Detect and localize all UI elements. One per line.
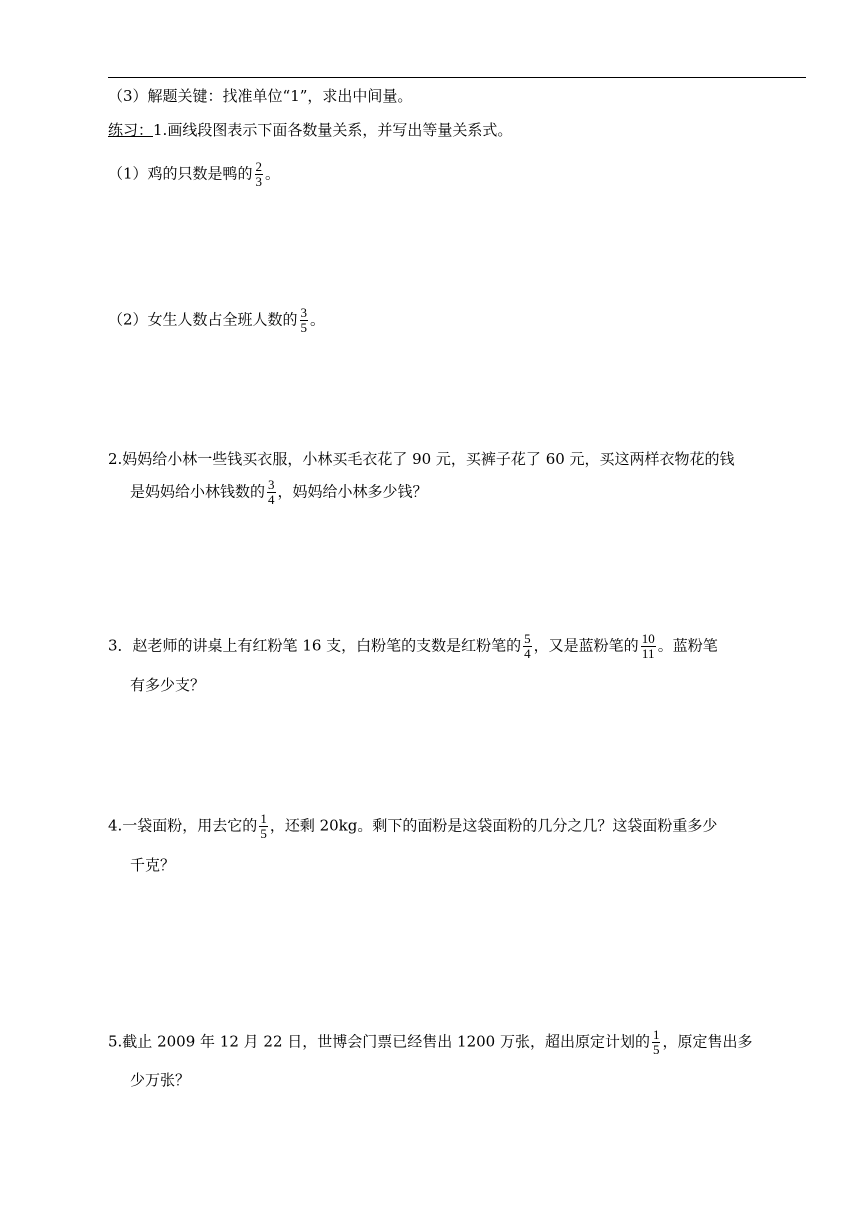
question-2-line-2 bbox=[130, 478, 428, 507]
fraction-numerator: 5 bbox=[524, 631, 531, 646]
q2-text-1: 2.妈妈给小林一些钱买衣服，小林买毛衣花了 90 元，买裤子花了 60 元，买这两样衣物花的钱 bbox=[108, 450, 735, 468]
q3-text-2: 有多少支？ bbox=[130, 676, 206, 694]
sub1-period: 。 bbox=[265, 164, 281, 183]
question-5-line-1 bbox=[108, 1028, 753, 1057]
sub-question-2 bbox=[108, 306, 325, 335]
sub1-text: （1）鸡的只数是鸭的 bbox=[108, 164, 253, 183]
q2-text-2b: ，妈妈给小林多少钱？ bbox=[277, 482, 428, 501]
question-5-line-2 bbox=[130, 1070, 190, 1090]
fraction-2-3 bbox=[255, 160, 264, 189]
question-3-line-2 bbox=[130, 675, 205, 695]
fraction-numerator: 10 bbox=[641, 631, 655, 646]
fraction-denominator: 5 bbox=[652, 1042, 660, 1057]
fraction-5-4 bbox=[523, 632, 532, 661]
fraction-numerator: 3 bbox=[300, 305, 308, 320]
fraction-denominator: 3 bbox=[255, 174, 263, 189]
sub2-period: 。 bbox=[310, 310, 326, 329]
fraction-denominator: 5 bbox=[260, 826, 267, 841]
note-3 bbox=[108, 86, 412, 106]
sub-question-1 bbox=[108, 160, 280, 189]
question-4-line-2 bbox=[130, 855, 175, 875]
note-3-text: （3）解题关键：找准单位“1”，求出中间量。 bbox=[108, 87, 413, 105]
fraction-numerator: 2 bbox=[255, 159, 263, 174]
q3-text-1a: 3．赵老师的讲桌上有红粉笔 16 支，白粉笔的支数是红粉笔的 bbox=[108, 636, 522, 655]
practice-text: 1.画线段图表示下面各数量关系，并写出等量关系式。 bbox=[153, 121, 513, 139]
q4-text-1a: 4.一袋面粉，用去它的 bbox=[108, 816, 258, 835]
practice-label: 练习： bbox=[108, 121, 154, 139]
fraction-numerator: 1 bbox=[260, 811, 267, 826]
fraction-10-11 bbox=[641, 632, 656, 661]
header-rule bbox=[108, 77, 806, 78]
practice-intro bbox=[108, 120, 512, 140]
question-3-line-1 bbox=[108, 632, 718, 661]
fraction-1-5 bbox=[259, 812, 268, 841]
q4-text-2: 千克？ bbox=[130, 856, 176, 874]
q3-text-1c: 。蓝粉笔 bbox=[657, 636, 718, 655]
q4-text-1b: ，还剩 20kg。剩下的面粉是这袋面粉的几分之几？这袋面粉重多少 bbox=[269, 816, 718, 835]
q5-text-1a: 5.截止 2009 年 12 月 22 日，世博会门票已经售出 1200 万张，超出原定计划的 bbox=[108, 1032, 650, 1051]
fraction-denominator: 11 bbox=[641, 646, 655, 661]
fraction-numerator: 3 bbox=[268, 477, 275, 492]
q5-text-2: 少万张？ bbox=[130, 1071, 191, 1089]
fraction-denominator: 4 bbox=[268, 492, 275, 507]
question-4-line-1 bbox=[108, 812, 717, 841]
fraction-denominator: 5 bbox=[300, 320, 308, 335]
fraction-denominator: 4 bbox=[524, 646, 531, 661]
fraction-3-4 bbox=[267, 478, 276, 507]
question-2-line-1 bbox=[108, 449, 735, 469]
fraction-numerator: 1 bbox=[652, 1027, 660, 1042]
fraction-3-5 bbox=[300, 306, 309, 335]
sub2-text: （2）女生人数占全班人数的 bbox=[108, 310, 298, 329]
q5-text-1b: ，原定售出多 bbox=[662, 1032, 753, 1051]
fraction-1-5 bbox=[652, 1028, 661, 1057]
q3-text-1b: ，又是蓝粉笔的 bbox=[533, 636, 639, 655]
q2-text-2a: 是妈妈给小林钱数的 bbox=[130, 482, 266, 501]
